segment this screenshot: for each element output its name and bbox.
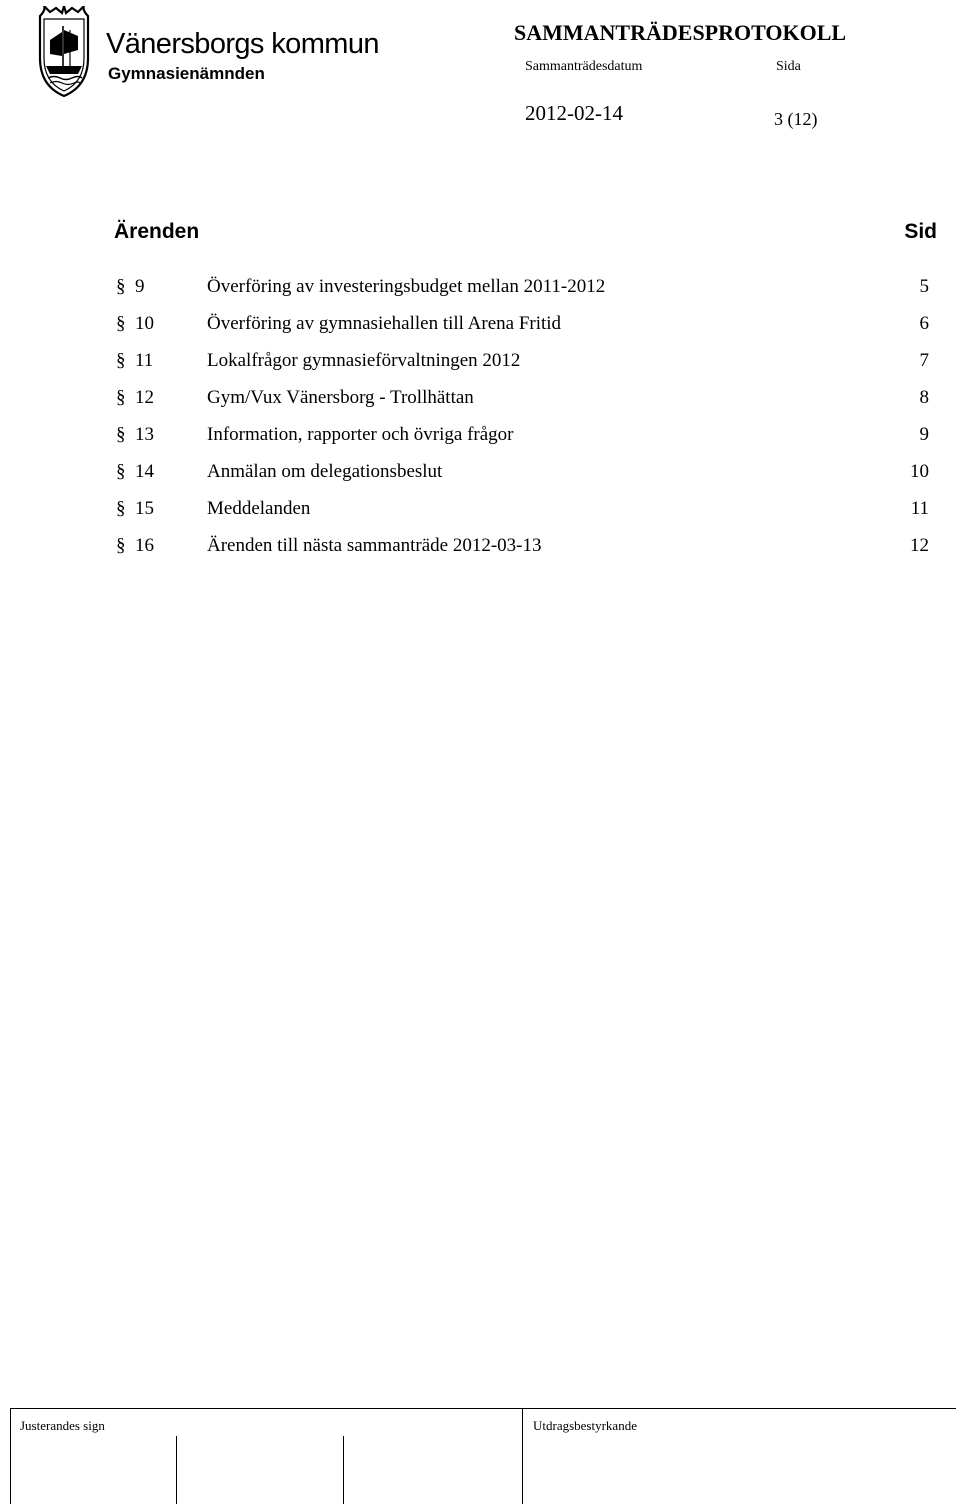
section-sign: § — [116, 350, 126, 371]
item-title: Överföring av investeringsbudget mellan 2011-2012 — [207, 276, 606, 297]
agenda-item — [0, 272, 960, 309]
item-title: Överföring av gymnasiehallen till Arena Fritid — [207, 313, 562, 334]
meeting-date-label: Sammanträdesdatum — [525, 59, 643, 74]
agenda-heading: Ärenden — [114, 220, 200, 243]
agenda-item — [0, 494, 960, 531]
section-sign: § — [116, 313, 126, 334]
item-title: Ärenden till nästa sammanträde 2012-03-13 — [207, 535, 542, 556]
item-number: 10 — [135, 313, 154, 334]
certified-label: Utdragsbestyrkande — [533, 1418, 637, 1433]
signature-box-divider — [343, 1436, 344, 1504]
agenda-item — [0, 309, 960, 346]
item-page: 10 — [910, 461, 929, 482]
item-number: 11 — [135, 350, 154, 371]
item-title: Anmälan om delegationsbeslut — [207, 461, 443, 482]
footer-divider — [522, 1408, 523, 1504]
item-title: Meddelanden — [207, 498, 311, 519]
signature-footer — [10, 1408, 958, 1504]
agenda-item — [0, 346, 960, 383]
page-column-heading: Sid — [904, 220, 937, 243]
signature-box-divider — [176, 1436, 177, 1504]
page-label: Sida — [776, 59, 801, 74]
item-title: Gym/Vux Vänersborg - Trollhättan — [207, 387, 474, 408]
item-title: Lokalfrågor gymnasieförvaltningen 2012 — [207, 350, 521, 371]
section-sign: § — [116, 535, 126, 556]
footer-divider — [10, 1408, 11, 1504]
item-number: 16 — [135, 535, 154, 556]
agenda-item — [0, 420, 960, 457]
agenda-item — [0, 457, 960, 494]
committee-name: Gymnasienämnden — [108, 64, 265, 83]
agenda-item — [0, 383, 960, 420]
section-sign: § — [116, 387, 126, 408]
item-page: 12 — [910, 535, 929, 556]
meeting-date: 2012-02-14 — [525, 101, 623, 125]
item-page: 11 — [910, 498, 929, 519]
item-number: 12 — [135, 387, 154, 408]
item-page: 5 — [919, 276, 929, 297]
item-page: 8 — [919, 387, 929, 408]
section-sign: § — [116, 461, 126, 482]
organization-name: Vänersborgs kommun — [106, 28, 379, 60]
page-number: 3 (12) — [774, 109, 818, 129]
item-number: 9 — [135, 276, 145, 297]
item-number: 15 — [135, 498, 154, 519]
item-page: 9 — [919, 424, 929, 445]
agenda-item — [0, 531, 960, 568]
signature-label: Justerandes sign — [20, 1418, 105, 1433]
section-sign: § — [116, 424, 126, 445]
agenda-list — [0, 272, 960, 568]
item-number: 13 — [135, 424, 154, 445]
item-page: 7 — [919, 350, 929, 371]
item-page: 6 — [919, 313, 929, 334]
footer-rule — [10, 1408, 956, 1409]
municipal-coat-of-arms-logo — [36, 6, 92, 98]
item-title: Information, rapporter och övriga frågor — [207, 424, 514, 445]
section-sign: § — [116, 498, 126, 519]
document-type: SAMMANTRÄDESPROTOKOLL — [514, 20, 847, 45]
item-number: 14 — [135, 461, 154, 482]
section-sign: § — [116, 276, 126, 297]
